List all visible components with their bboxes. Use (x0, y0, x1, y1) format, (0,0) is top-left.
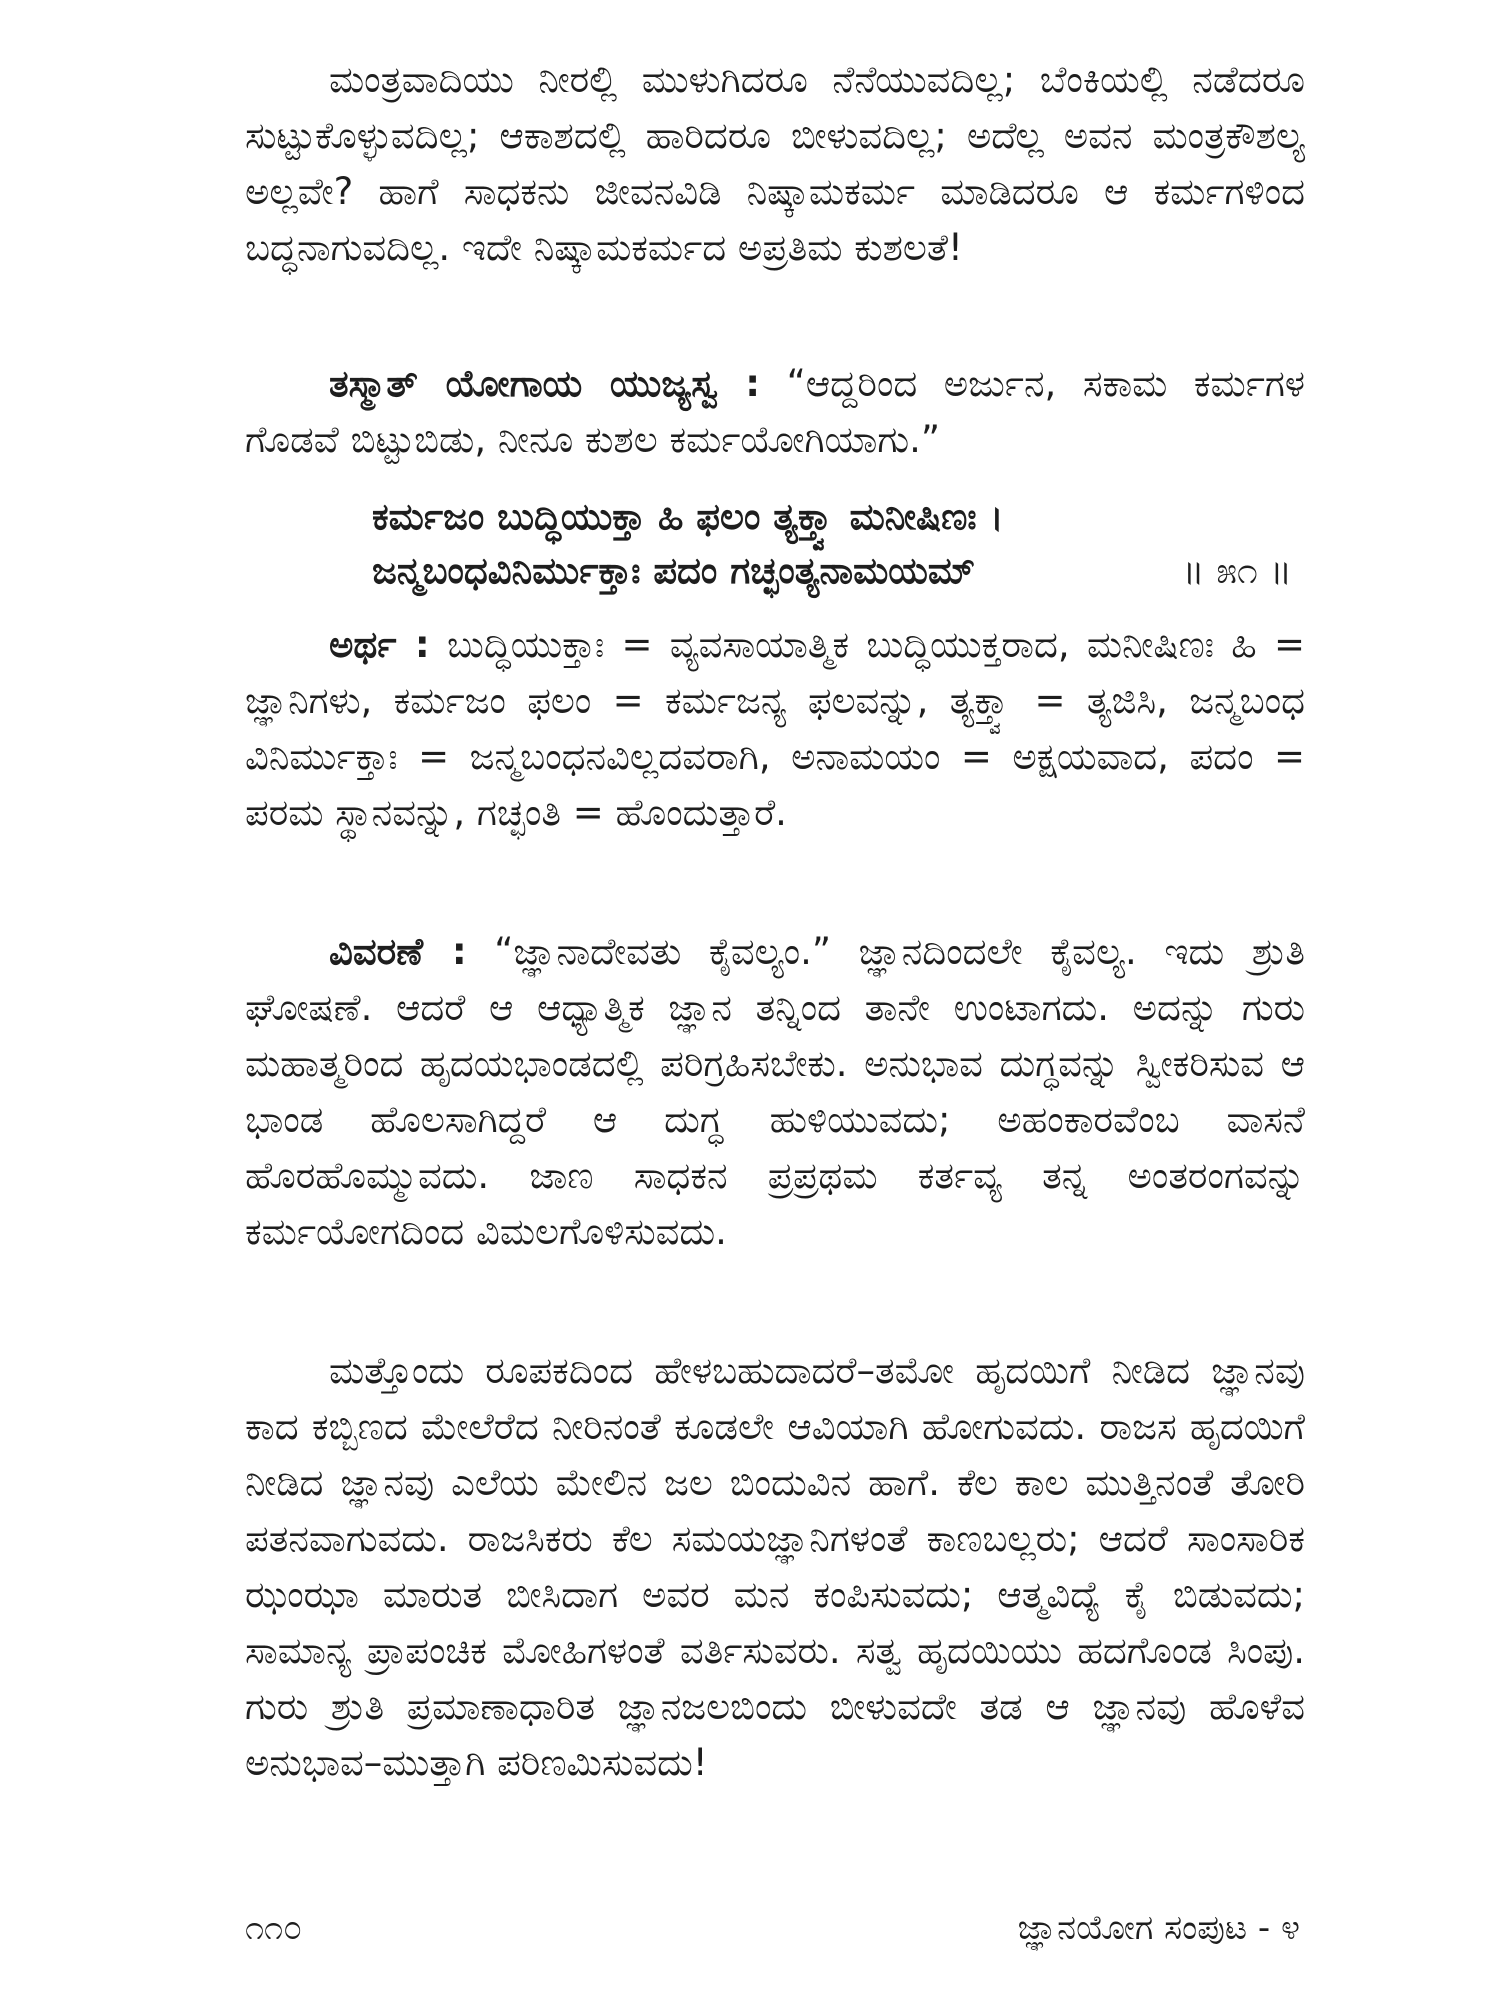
book-title: ಜ್ಞಾನಯೋಗ ಸಂಪುಟ - ೪ (1017, 1908, 1300, 1948)
verse-line-2 (372, 544, 1302, 598)
paragraph-2 (245, 356, 1305, 468)
paragraph-1-text: ಮಂತ್ರವಾದಿಯು ನೀರಲ್ಲಿ ಮುಳುಗಿದರೂ ನೆನೆಯುವದಿಲ್ಲ; ಬೆಂಕಿಯಲ್ಲಿ ನಡೆದರೂ ಸುಟ್ಟುಕೊಳ್ಳುವದಿಲ್ಲ; ಆಕಾಶದಲ್ಲಿ ಹಾರಿದರೂ ಬೀಳುವದಿಲ್ಲ; ಅದೆಲ್ಲ ಅವನ ಮಂತ್ರಕೌಶಲ್ಯ ಅಲ್ಲವೇ? ಹಾಗೆ ಸಾಧಕನು ಜೀವನವಿಡಿ ನಿಷ್ಕಾಮಕರ್ಮ ಮಾಡಿದರೂ ಆ ಕರ್ಮಗಳಿಂದ ಬದ್ಧನಾಗುವದಿಲ್ಲ. ಇದೇ ನಿಷ್ಕಾಮಕರ್ಮದ ಅಪ್ರತಿಮ ಕುಶಲತೆ! (245, 58, 1305, 269)
meaning-label: ಅರ್ಥ : (329, 623, 430, 666)
explanation-label: ವಿವರಣೆ : (329, 930, 467, 973)
verse-line-1: ಕರ್ಮಜಂ ಬುದ್ಧಿಯುಕ್ತಾ ಹಿ ಫಲಂ ತ್ಯಕ್ತ್ವಾ ಮನೀಷಿಣಃ । (372, 495, 1004, 538)
meaning-body: ಬುದ್ಧಿಯುಕ್ತಾಃ = ವ್ಯವಸಾಯಾತ್ಮಿಕ ಬುದ್ಧಿಯುಕ್ತರಾದ, ಮನೀಷಿಣಃ ಹಿ = ಜ್ಞಾನಿಗಳು, ಕರ್ಮಜಂ ಫಲಂ = ಕರ್ಮಜನ್ಯ ಫಲವನ್ನು, ತ್ಯಕ್ತ್ವಾ = ತ್ಯಜಿಸಿ, ಜನ್ಮಬಂಧ ವಿನಿರ್ಮುಕ್ತಾಃ = ಜನ್ಮಬಂಧನವಿಲ್ಲದವರಾಗಿ, ಅನಾಮಯಂ = ಅಕ್ಷಯವಾದ, ಪದಂ = ಪರಮ ಸ್ಥಾನವನ್ನು, ಗಚ್ಛಂತಿ = ಹೊಂದುತ್ತಾರೆ. (245, 623, 1305, 834)
paragraph-1 (245, 52, 1305, 276)
paragraph-5 (245, 1343, 1305, 1791)
paragraph-explanation (245, 924, 1305, 1260)
explanation-body: “ಜ್ಞಾನಾದೇವತು ಕೈವಲ್ಯಂ.” ಜ್ಞಾನದಿಂದಲೇ ಕೈವಲ್ಯ. ಇದು ಶ್ರುತಿ ಘೋಷಣೆ. ಆದರೆ ಆ ಆಧ್ಯಾತ್ಮಿಕ ಜ್ಞಾನ ತನ್ನಿಂದ ತಾನೇ ಉಂಟಾಗದು. ಅದನ್ನು ಗುರು ಮಹಾತ್ಮರಿಂದ ಹೃದಯಭಾಂಡದಲ್ಲಿ ಪರಿಗ್ರಹಿಸಬೇಕು. ಅನುಭಾವ ದುಗ್ಧವನ್ನು ಸ್ವೀಕರಿಸುವ ಆ ಭಾಂಡ ಹೊಲಸಾಗಿದ್ದರೆ ಆ ದುಗ್ಧ ಹುಳಿಯುವದು; ಅಹಂಕಾರವೆಂಬ ವಾಸನೆ ಹೊರಹೊಮ್ಮುವದು. ಜಾಣ ಸಾಧಕನ ಪ್ರಪ್ರಥಮ ಕರ್ತವ್ಯ ತನ್ನ ಅಂತರಂಗವನ್ನು ಕರ್ಮಯೋಗದಿಂದ ವಿಮಲಗೊಳಿಸುವದು. (245, 930, 1305, 1253)
verse-line-2-text: ಜನ್ಮಬಂಧವಿನಿರ್ಮುಕ್ತಾಃ ಪದಂ ಗಚ್ಛಂತ್ಯನಾಮಯಮ್ (372, 549, 976, 592)
page-number: ೧೧೦ (245, 1908, 303, 1948)
paragraph-2-body: “ಆದ್ದರಿಂದ ಅರ್ಜುನ, ಸಕಾಮ ಕರ್ಮಗಳ ಗೊಡವೆ ಬಿಟ್ಟುಬಿಡು, ನೀನೂ ಕುಶಲ ಕರ್ಮಯೋಗಿಯಾಗು.” (245, 362, 1306, 461)
meaning-text (245, 617, 1305, 841)
verse-number: ॥ ೫೧ ॥ (1182, 549, 1293, 592)
paragraph-2-text (245, 356, 1305, 468)
paragraph-5-text: ಮತ್ತೊಂದು ರೂಪಕದಿಂದ ಹೇಳಬಹುದಾದರೆ–ತಮೋ ಹೃದಯಿಗೆ ನೀಡಿದ ಜ್ಞಾನವು ಕಾದ ಕಬ್ಬಿಣದ ಮೇಲೆರೆದ ನೀರಿನಂತೆ ಕೂಡಲೇ ಆವಿಯಾಗಿ ಹೋಗುವದು. ರಾಜಸ ಹೃದಯಿಗೆ ನೀಡಿದ ಜ್ಞಾನವು ಎಲೆಯ ಮೇಲಿನ ಜಲ ಬಿಂದುವಿನ ಹಾಗೆ. ಕೆಲ ಕಾಲ ಮುತ್ತಿನಂತೆ ತೋರಿ ಪತನವಾಗುವದು. ರಾಜಸಿಕರು ಕೆಲ ಸಮಯಜ್ಞಾನಿಗಳಂತೆ ಕಾಣಬಲ್ಲರು; ಆದರೆ ಸಾಂಸಾರಿಕ ಝಂಝಾ ಮಾರುತ ಬೀಸಿದಾಗ ಅವರ ಮನ ಕಂಪಿಸುವದು; ಆತ್ಮವಿದ್ಯೆ ಕೈ ಬಿಡುವದು; ಸಾಮಾನ್ಯ ಪ್ರಾಪಂಚಿಕ ಮೋಹಿಗಳಂತೆ ವರ್ತಿಸುವರು. ಸತ್ವ ಹೃದಯಿಯು ಹದಗೊಂಡ ಸಿಂಪು. ಗುರು ಶ್ರುತಿ ಪ್ರಮಾಣಾಧಾರಿತ ಜ್ಞಾನಜಲಬಿಂದು ಬೀಳುವದೇ ತಡ ಆ ಜ್ಞಾನವು ಹೊಳೆವ ಅನುಭಾವ–ಮುತ್ತಾಗಿ ಪರಿಣಮಿಸುವದು! (245, 1349, 1305, 1784)
paragraph-meaning (245, 617, 1305, 841)
explanation-text (245, 924, 1305, 1260)
paragraph-2-label: ತಸ್ಮಾತ್ ಯೋಗಾಯ ಯುಜ್ಯಸ್ವ : (329, 362, 761, 405)
